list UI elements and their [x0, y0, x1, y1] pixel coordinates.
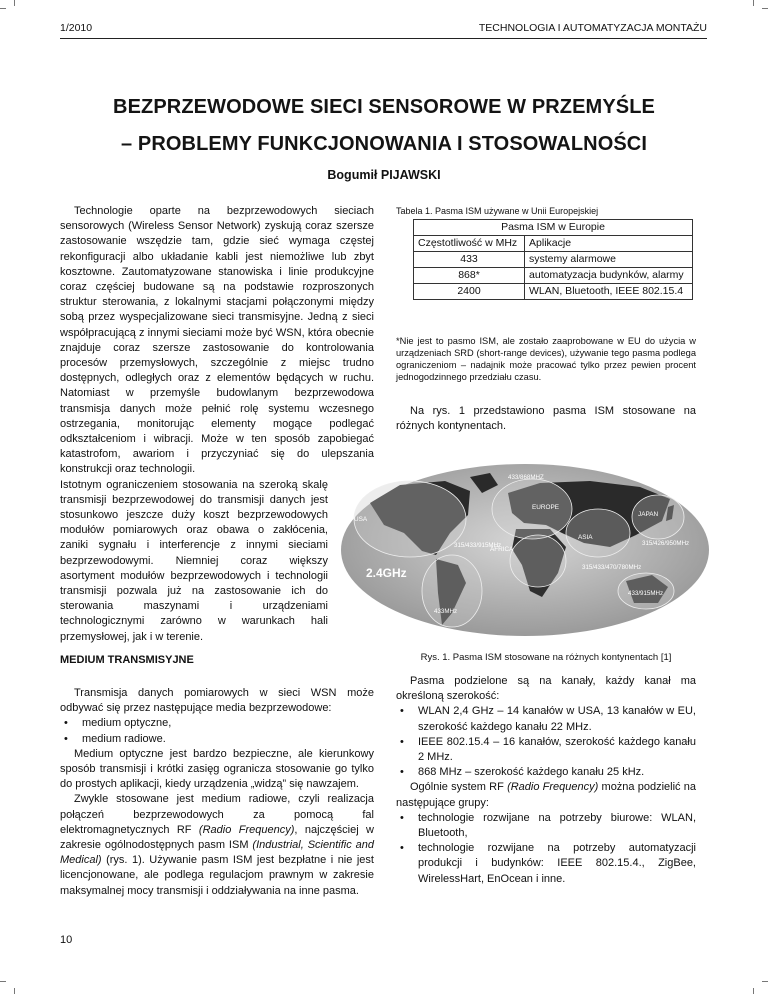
media-list [60, 716, 374, 746]
paragraph [60, 792, 374, 898]
africa-region [510, 535, 566, 587]
figure-intro-text: Na rys. 1 przedstawiono pasma ISM stosowane na różnych kontynentach. [396, 405, 696, 433]
crop-mark [762, 981, 768, 982]
table-col-header: Aplikacje [525, 236, 693, 252]
paragraph [396, 780, 696, 810]
intro-text [60, 204, 374, 645]
label-japan: JAPAN [638, 511, 659, 518]
list-item: • WLAN 2,4 GHz – 14 kanałów w USA, 13 kanałów w EU, szerokość każdego kanału 22 MHz. [396, 704, 696, 734]
title-line-1: BEZPRZEWODOWE SIECI SENSOROWE W PRZEMYŚLE [113, 96, 655, 118]
paragraph-part: można podzielić na następujące grupy: [396, 781, 697, 809]
figure-caption: Rys. 1. Pasma ISM stosowane na różnych kontynentach [1] [420, 652, 672, 663]
table-cell-app: WLAN, Bluetooth, IEEE 802.15.4 [525, 284, 693, 300]
paragraph: Pasma podzielone są na kanały, każdy kanał ma określoną szerokość: [396, 675, 696, 703]
rf-groups-list [396, 811, 696, 887]
right-column-body [396, 674, 696, 887]
intro-paragraph-wide: Technologie oparte na bezprzewodowych sieciach sensorowych (Wireless Sensor Network) zyskują coraz szersze zastosowanie wszędzie tam, gdzie sieć wymaga częstej rekonfiguracji albo układanie kabli jest niemożliwe lub zbyt kosztowne. Zautomatyzowane stanowiska i linie produkcyjne coraz częściej budowane są na podstawie rozproszonych struktur sterowania, z lokalnymi stacjami połączonymi między sobą przez wyspecjalizowane sieci transmisyjne. Jedną z sieci współpracującą z innymi sieciami może być WSN, która obecnie znajduje coraz szersze zastosowanie do kontrolowania procesów przemysłowych, szczególnie z miejsc trudno dostępnych, odległych oraz z elementów będących w ruchu. Natomiast w przemyśle budowlanym bezprzewodowa transmisja danych może pełnić rolę systemu wczesnego ostrzegania, monitorując elementy mogące podlegać odkształceniom i wibracji. Może w ten sposób zapobiegać katastrofom, awariom i przyczyniać się do ulepszania konstrukcji oraz technologii. [60, 205, 374, 476]
left-column-body [60, 686, 374, 899]
list-item: • medium radiowe. [60, 732, 374, 747]
label-asia-freq: 315/433/470/780MHz [582, 564, 642, 571]
crop-mark [753, 0, 754, 6]
journal-name: TECHNOLOGIA I AUTOMATYZACJA MONTAŻU [478, 22, 707, 34]
paragraph-italic: (Radio Frequency) [507, 781, 599, 794]
paragraph-part: , najczęściej w zakresie ogólnodostępnych pasm ISM [60, 823, 374, 852]
page-number: 10 [60, 934, 73, 946]
paragraph: Transmisja danych pomiarowych w sieci WSN może odbywać się przez następujące media bezprzewodowe: [60, 687, 374, 715]
author: Bogumił PIJAWSKI [327, 168, 441, 182]
table-row [414, 268, 693, 284]
label-global-band: 2.4GHz [366, 566, 407, 580]
table-caption: Tabela 1. Pasma ISM używane w Unii Europejskiej [396, 206, 599, 216]
ism-table [413, 219, 693, 300]
table-cell-freq: 433 [414, 252, 525, 268]
label-usa: USA [354, 516, 368, 523]
section-heading: MEDIUM TRANSMISYJNE [60, 654, 194, 666]
paragraph-part: Ogólnie system RF [410, 781, 504, 794]
list-item: • IEEE 802.15.4 – 16 kanałów, szerokość każdego kanału 2 MHz. [396, 735, 696, 765]
list-item: • 868 MHz – szerokość każdego kanału 25 kHz. [396, 765, 696, 780]
list-item: • technologie rozwijane na potrzeby biurowe: WLAN, Bluetooth, [396, 811, 696, 841]
label-eu-freq: 433/868MHZ [508, 474, 544, 481]
table-cell-app: automatyzacja budynków, alarmy [525, 268, 693, 284]
crop-mark [762, 8, 768, 9]
label-africa: AFRICA [490, 546, 514, 553]
crop-mark [0, 981, 6, 982]
crop-mark [0, 8, 6, 9]
label-australia-freq: 433/915MHz [628, 590, 664, 597]
crop-mark [753, 988, 754, 994]
table-row [414, 252, 693, 268]
table-cell-app: systemy alarmowe [525, 252, 693, 268]
asia-region [566, 509, 630, 557]
label-south-america-freq: 433MHz [434, 608, 458, 615]
usa-region [354, 481, 466, 557]
south-america-region [422, 555, 482, 627]
channel-list [396, 704, 696, 780]
table-footnote: *Nie jest to pasmo ISM, ale zostało zaaprobowane w EU do użycia w urządzeniach SRD (short-range devices), używanie tego pasma podlega ograniczeniom – nadajnik może pracować tylko przez pewien procent jednogodzinnego przedziału czasu. [396, 336, 696, 382]
paragraph-italic: (Industrial, Scientific and Medical) [60, 839, 374, 867]
label-usa-freq: 315/433/915MHz [454, 542, 502, 549]
list-item: • technologie rozwijane na potrzeby automatyzacji produkcji i budynków: IEEE 802.15.4., ZigBee, WirelessHart, EnOcean i inne. [396, 841, 696, 887]
title-line-2: – PROBLEMY FUNKCJONOWANIA I STOSOWALNOŚCI [121, 133, 647, 155]
label-europe: EUROPE [532, 504, 559, 511]
table-cell-freq: 2400 [414, 284, 525, 300]
crop-mark [14, 988, 15, 994]
list-item: • medium optyczne, [60, 716, 374, 731]
paragraph-part: (rys. 1). Używanie pasm ISM jest bezpłatne i nie jest licencjonowane, ale podlega regulacjom prawnym w zakresie maksymalnej mocy transmisji i oddziaływania na inne pasma. [60, 854, 374, 897]
ism-world-map [340, 463, 710, 637]
table-row [414, 284, 693, 300]
table-col-header: Częstotliwość w MHz [414, 236, 525, 252]
intro-paragraph-narrow: Istotnym ograniczeniem stosowania na szeroką skalę transmisji bezprzewodowej do transmisji danych jest stosunkowo jeszcze duży koszt bezprzewodowych modułów pomiarowych oraz obawa o zakłócenia, zaniki sygnału i interferencje z innymi sieciami bezprzewodowymi. Niemniej coraz większy asortyment modułów bezprzewodowych i technologii transmisji pozwala już na zastosowanie ich do sterowania maszynami i urządzeniami technologicznymi zarówno w warunkach hali przemysłowej, jak i w terenie. [60, 478, 328, 643]
crop-mark [14, 0, 15, 6]
running-header [60, 18, 707, 39]
label-japan-freq: 315/426/950MHz [642, 540, 690, 547]
table-cell-freq: 868* [414, 268, 525, 284]
issue-number: 1/2010 [60, 22, 93, 34]
table-heading: Pasma ISM w Europie [414, 220, 693, 236]
paragraph: Medium optyczne jest bardzo bezpieczne, ale kierunkowy sposób transmisji i krótki zasięg ogranicza stosowanie go tylko do prostych aplikacji, kiedy urządzenia „widzą” się nawzajem. [60, 747, 374, 791]
label-asia: ASIA [578, 534, 593, 541]
paragraph-italic: (Radio Frequency) [198, 823, 295, 836]
paragraph-part: Zwykle stosowane jest medium radiowe, czyli realizacja połączeń bezprzewodowych za pomocą fal elektromagnetycznych RF [60, 793, 374, 836]
